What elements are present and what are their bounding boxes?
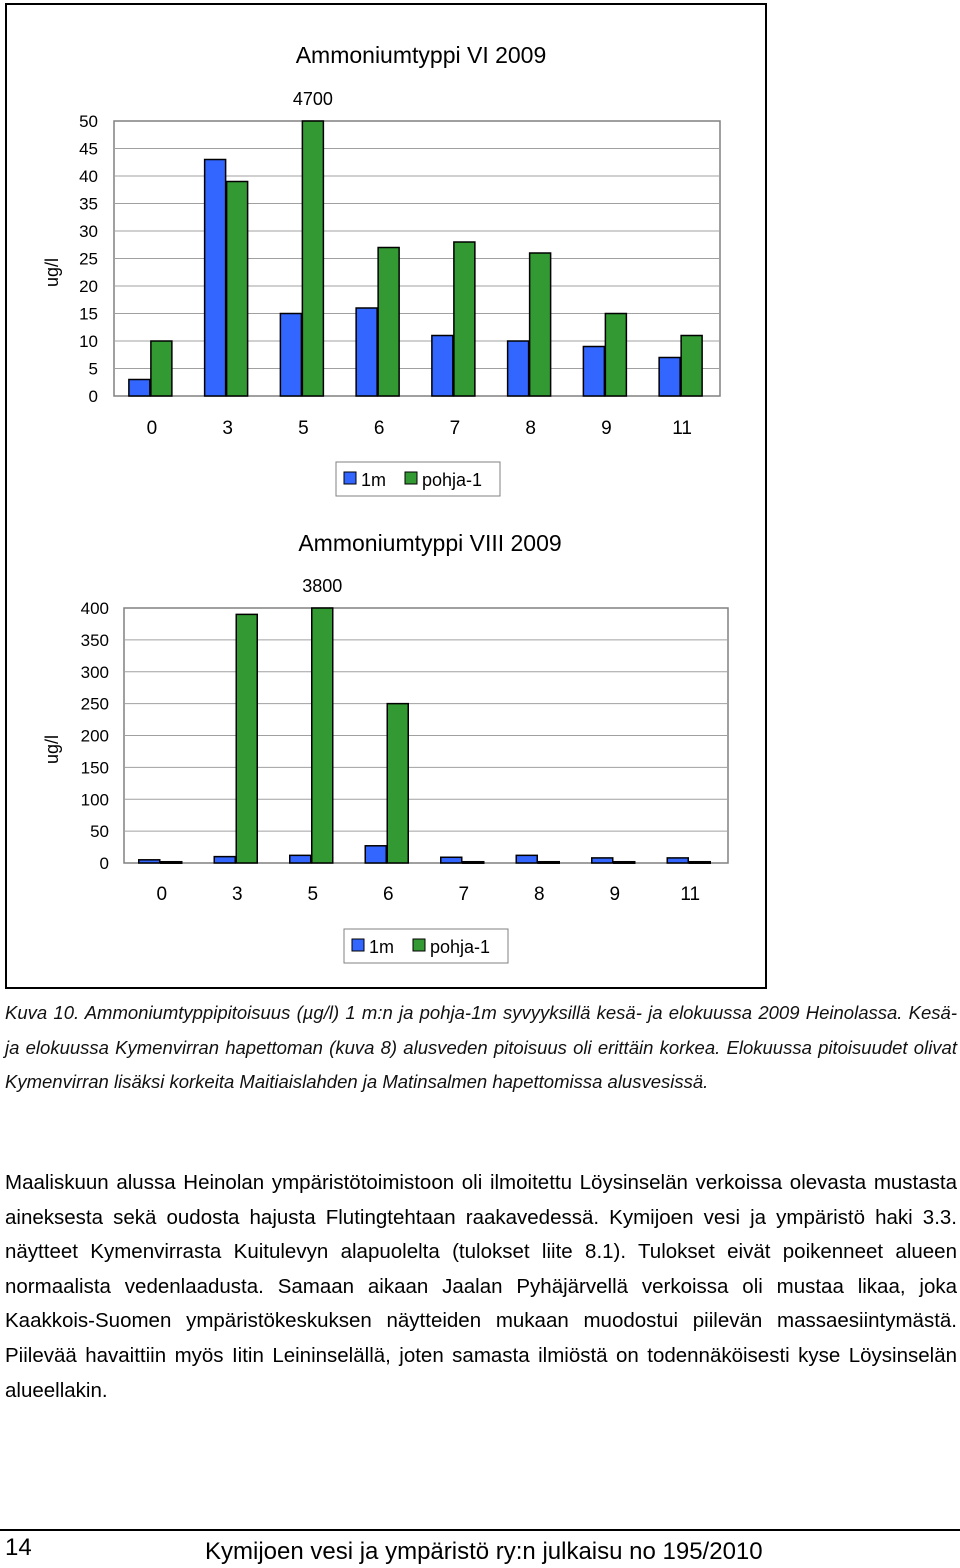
x-tick-label: 0 [156,884,168,905]
x-tick-label: 3 [222,418,233,439]
y-axis-label: ug/l [42,734,62,765]
bar-1m [583,347,604,397]
y-tick-label: 300 [80,662,109,682]
x-tick-label: 6 [382,884,394,905]
legend-swatch-1m [344,472,356,484]
publication-title: Kymijoen vesi ja ympäristö ry:n julkaisu no 195/2010 [205,1538,763,1565]
bar-pohja-1 [681,336,702,397]
x-tick-label: 6 [373,418,385,439]
bar-1m [129,380,150,397]
bar-1m [214,857,235,863]
x-tick-label: 9 [609,884,621,905]
bar-1m [432,336,453,397]
y-tick-label: 20 [79,277,98,296]
y-tick-label: 5 [88,359,98,379]
x-tick-label: 11 [672,418,692,439]
legend-swatch-pohja-1 [413,939,425,951]
x-tick-label: 8 [533,884,545,905]
y-tick-label: 150 [80,758,109,778]
y-tick-label: 100 [80,790,109,810]
bar-pohja-1 [689,862,710,864]
legend-swatch-pohja-1 [405,472,417,484]
data-label: 3800 [302,576,343,596]
y-tick-label: 40 [79,167,98,186]
bar-1m [516,855,537,863]
data-label: 4700 [292,89,333,109]
y-tick-label: 45 [79,139,98,159]
y-tick-label: 250 [80,694,109,714]
bar-pohja-1 [378,248,399,397]
y-tick-label: 50 [90,822,109,842]
x-tick-label: 7 [458,884,470,905]
x-tick-label: 5 [307,884,319,905]
x-tick-label: 0 [146,418,158,439]
bar-1m [290,855,311,863]
chart-title: Ammoniumtyppi VI 2009 [295,42,547,68]
legend-label: 1m [361,470,387,490]
legend-label: pohja-1 [422,470,483,490]
y-tick-label: 50 [79,112,98,131]
x-tick-label: 11 [680,884,701,905]
figure-caption: Kuva 10. Ammoniumtyppipitoisuus (µg/l) 1 m:n ja pohja-1m syvyyksillä kesä- ja elokuussa 2009 Heinolassa. Kesä- ja elokuussa Kymenvirran hapettoman (kuva 8) alusveden pitoisuus oli erittäin korkea. Elokuussa pitoisuudet olivat Kymenvirran lisäksi korkeita Maitiaislahden ja Matinsalmen hapettomissa alusvesissä. [5,1002,957,1092]
y-tick-label: 0 [88,387,98,406]
y-tick-label: 10 [79,332,98,351]
bar-1m [441,857,462,863]
bar-pohja-1 [161,862,182,864]
bar-pohja-1 [538,862,559,864]
bar-pohja-1 [227,182,248,397]
chart-title: Ammoniumtyppi VIII 2009 [298,530,562,556]
legend-label: pohja-1 [430,937,491,957]
bar-pohja-1 [463,862,484,864]
bar-1m [139,860,160,863]
bar-1m [205,160,226,397]
bar-1m [667,858,688,863]
bar-1m [659,358,680,397]
page-number: 14 [5,1534,32,1561]
y-tick-label: 400 [80,599,109,618]
y-tick-label: 0 [99,854,109,873]
x-tick-label: 7 [449,418,461,439]
legend-label: 1m [369,937,395,957]
x-tick-label: 3 [231,884,243,905]
y-tick-label: 350 [80,630,109,650]
bar-pohja-1 [151,341,172,396]
bar-pohja-1 [387,704,408,863]
bar-1m [592,858,613,863]
bar-pohja-1 [236,614,257,863]
bar-pohja-1 [302,121,323,396]
footer-rule [0,1529,960,1531]
bar-pohja-1 [530,253,551,396]
x-tick-label: 8 [525,418,536,439]
bar-1m [280,314,301,397]
y-tick-label: 25 [79,249,98,269]
bar-pohja-1 [605,314,626,397]
legend-swatch-1m [352,939,364,951]
y-tick-label: 35 [79,194,98,214]
body-paragraph: Maaliskuun alussa Heinolan ympäristötoimistoon oli ilmoitettu Löysinselän verkoissa olevasta mustasta aineksesta sekä oudosta hajusta Flutingtehtaan raakavedessä. Kymijoen vesi ja ympäristö haki 3.3. näytteet Kymenvirrasta Kuitulevyn alapuolelta (tulokset liite 8.1). Tulokset eivät poikenneet alueen normaalista vedenlaadusta. Samaan aikaan Jaalan Pyhäjärvellä verkoissa oli mustaa likaa, joka Kaakkois-Suomen ympäristökeskuksen näytteiden mukaan muodostui piilevän massaesiintymästä. Piilevää havaittiin myös Iitin Leininselällä, joten samasta ilmiöstä on todennäköisesti kyse Löysinselän alueellakin. [5,1171,957,1402]
y-tick-label: 30 [79,222,98,241]
bar-pohja-1 [454,242,475,396]
x-tick-label: 5 [298,418,309,439]
bar-1m [365,846,386,863]
bar-1m [356,308,377,396]
bar-1m [508,341,529,396]
bar-pohja-1 [312,608,333,863]
x-tick-label: 9 [601,418,612,439]
bar-pohja-1 [614,862,635,864]
y-axis-label: ug/l [42,257,62,288]
y-tick-label: 200 [80,726,109,746]
y-tick-label: 15 [79,304,98,324]
